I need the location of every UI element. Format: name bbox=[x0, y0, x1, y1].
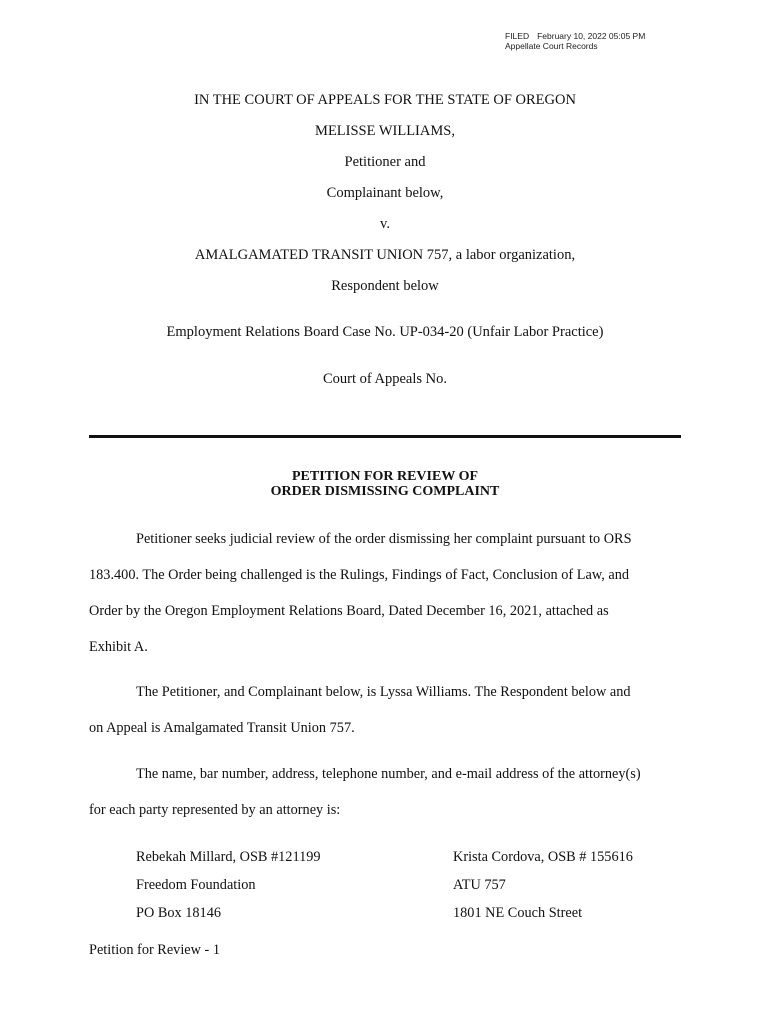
respondent-name: AMALGAMATED TRANSIT UNION 757, a labor organization, bbox=[194, 247, 576, 263]
filed-datetime: February 10, 2022 05:05 PM bbox=[537, 31, 646, 41]
document-title-line-1: PETITION FOR REVIEW OF bbox=[291, 469, 479, 484]
petitioner-attorney-name: Rebekah Millard, OSB #121199 bbox=[136, 849, 321, 865]
body-line: The name, bar number, address, telephone number, and e-mail address of the attorney(s) bbox=[136, 766, 641, 782]
petitioner-role-line-1: Petitioner and bbox=[344, 154, 426, 170]
filed-label: FILED bbox=[505, 31, 530, 41]
petitioner-name: MELISSE WILLIAMS, bbox=[315, 123, 455, 139]
erb-case-number: Employment Relations Board Case No. UP-034-20 (Unfair Labor Practice) bbox=[166, 324, 604, 340]
body-line: Petitioner seeks judicial review of the order dismissing her complaint pursuant to ORS bbox=[136, 531, 632, 547]
page-footer: Petition for Review - 1 bbox=[89, 942, 221, 958]
respondent-role: Respondent below bbox=[331, 278, 439, 294]
respondent-attorney-name: Krista Cordova, OSB # 155616 bbox=[453, 849, 633, 865]
court-heading: IN THE COURT OF APPEALS FOR THE STATE OF OREGON bbox=[194, 92, 576, 108]
respondent-attorney-address: 1801 NE Couch Street bbox=[453, 905, 583, 921]
versus: v. bbox=[380, 216, 390, 232]
body-line: for each party represented by an attorney is: bbox=[89, 802, 341, 818]
caption-divider bbox=[89, 435, 681, 438]
body-line: The Petitioner, and Complainant below, is Lyssa Williams. The Respondent below and bbox=[136, 684, 631, 700]
filing-stamp bbox=[505, 31, 653, 51]
document-title-line-2: ORDER DISMISSING COMPLAINT bbox=[270, 484, 500, 499]
petitioner-role-line-2: Complainant below, bbox=[326, 185, 444, 201]
body-line: 183.400. The Order being challenged is the Rulings, Findings of Fact, Conclusion of Law, and bbox=[89, 567, 630, 583]
body-line: Order by the Oregon Employment Relations Board, Dated December 16, 2021, attached as bbox=[89, 603, 609, 619]
petitioner-attorney-org: Freedom Foundation bbox=[136, 877, 256, 893]
respondent-attorney-org: ATU 757 bbox=[453, 877, 506, 893]
body-line: on Appeal is Amalgamated Transit Union 757. bbox=[89, 720, 355, 736]
court-of-appeals-number: Court of Appeals No. bbox=[322, 371, 448, 387]
filing-office: Appellate Court Records bbox=[505, 41, 598, 51]
petitioner-attorney-address: PO Box 18146 bbox=[136, 905, 221, 921]
body-line: Exhibit A. bbox=[89, 639, 148, 655]
